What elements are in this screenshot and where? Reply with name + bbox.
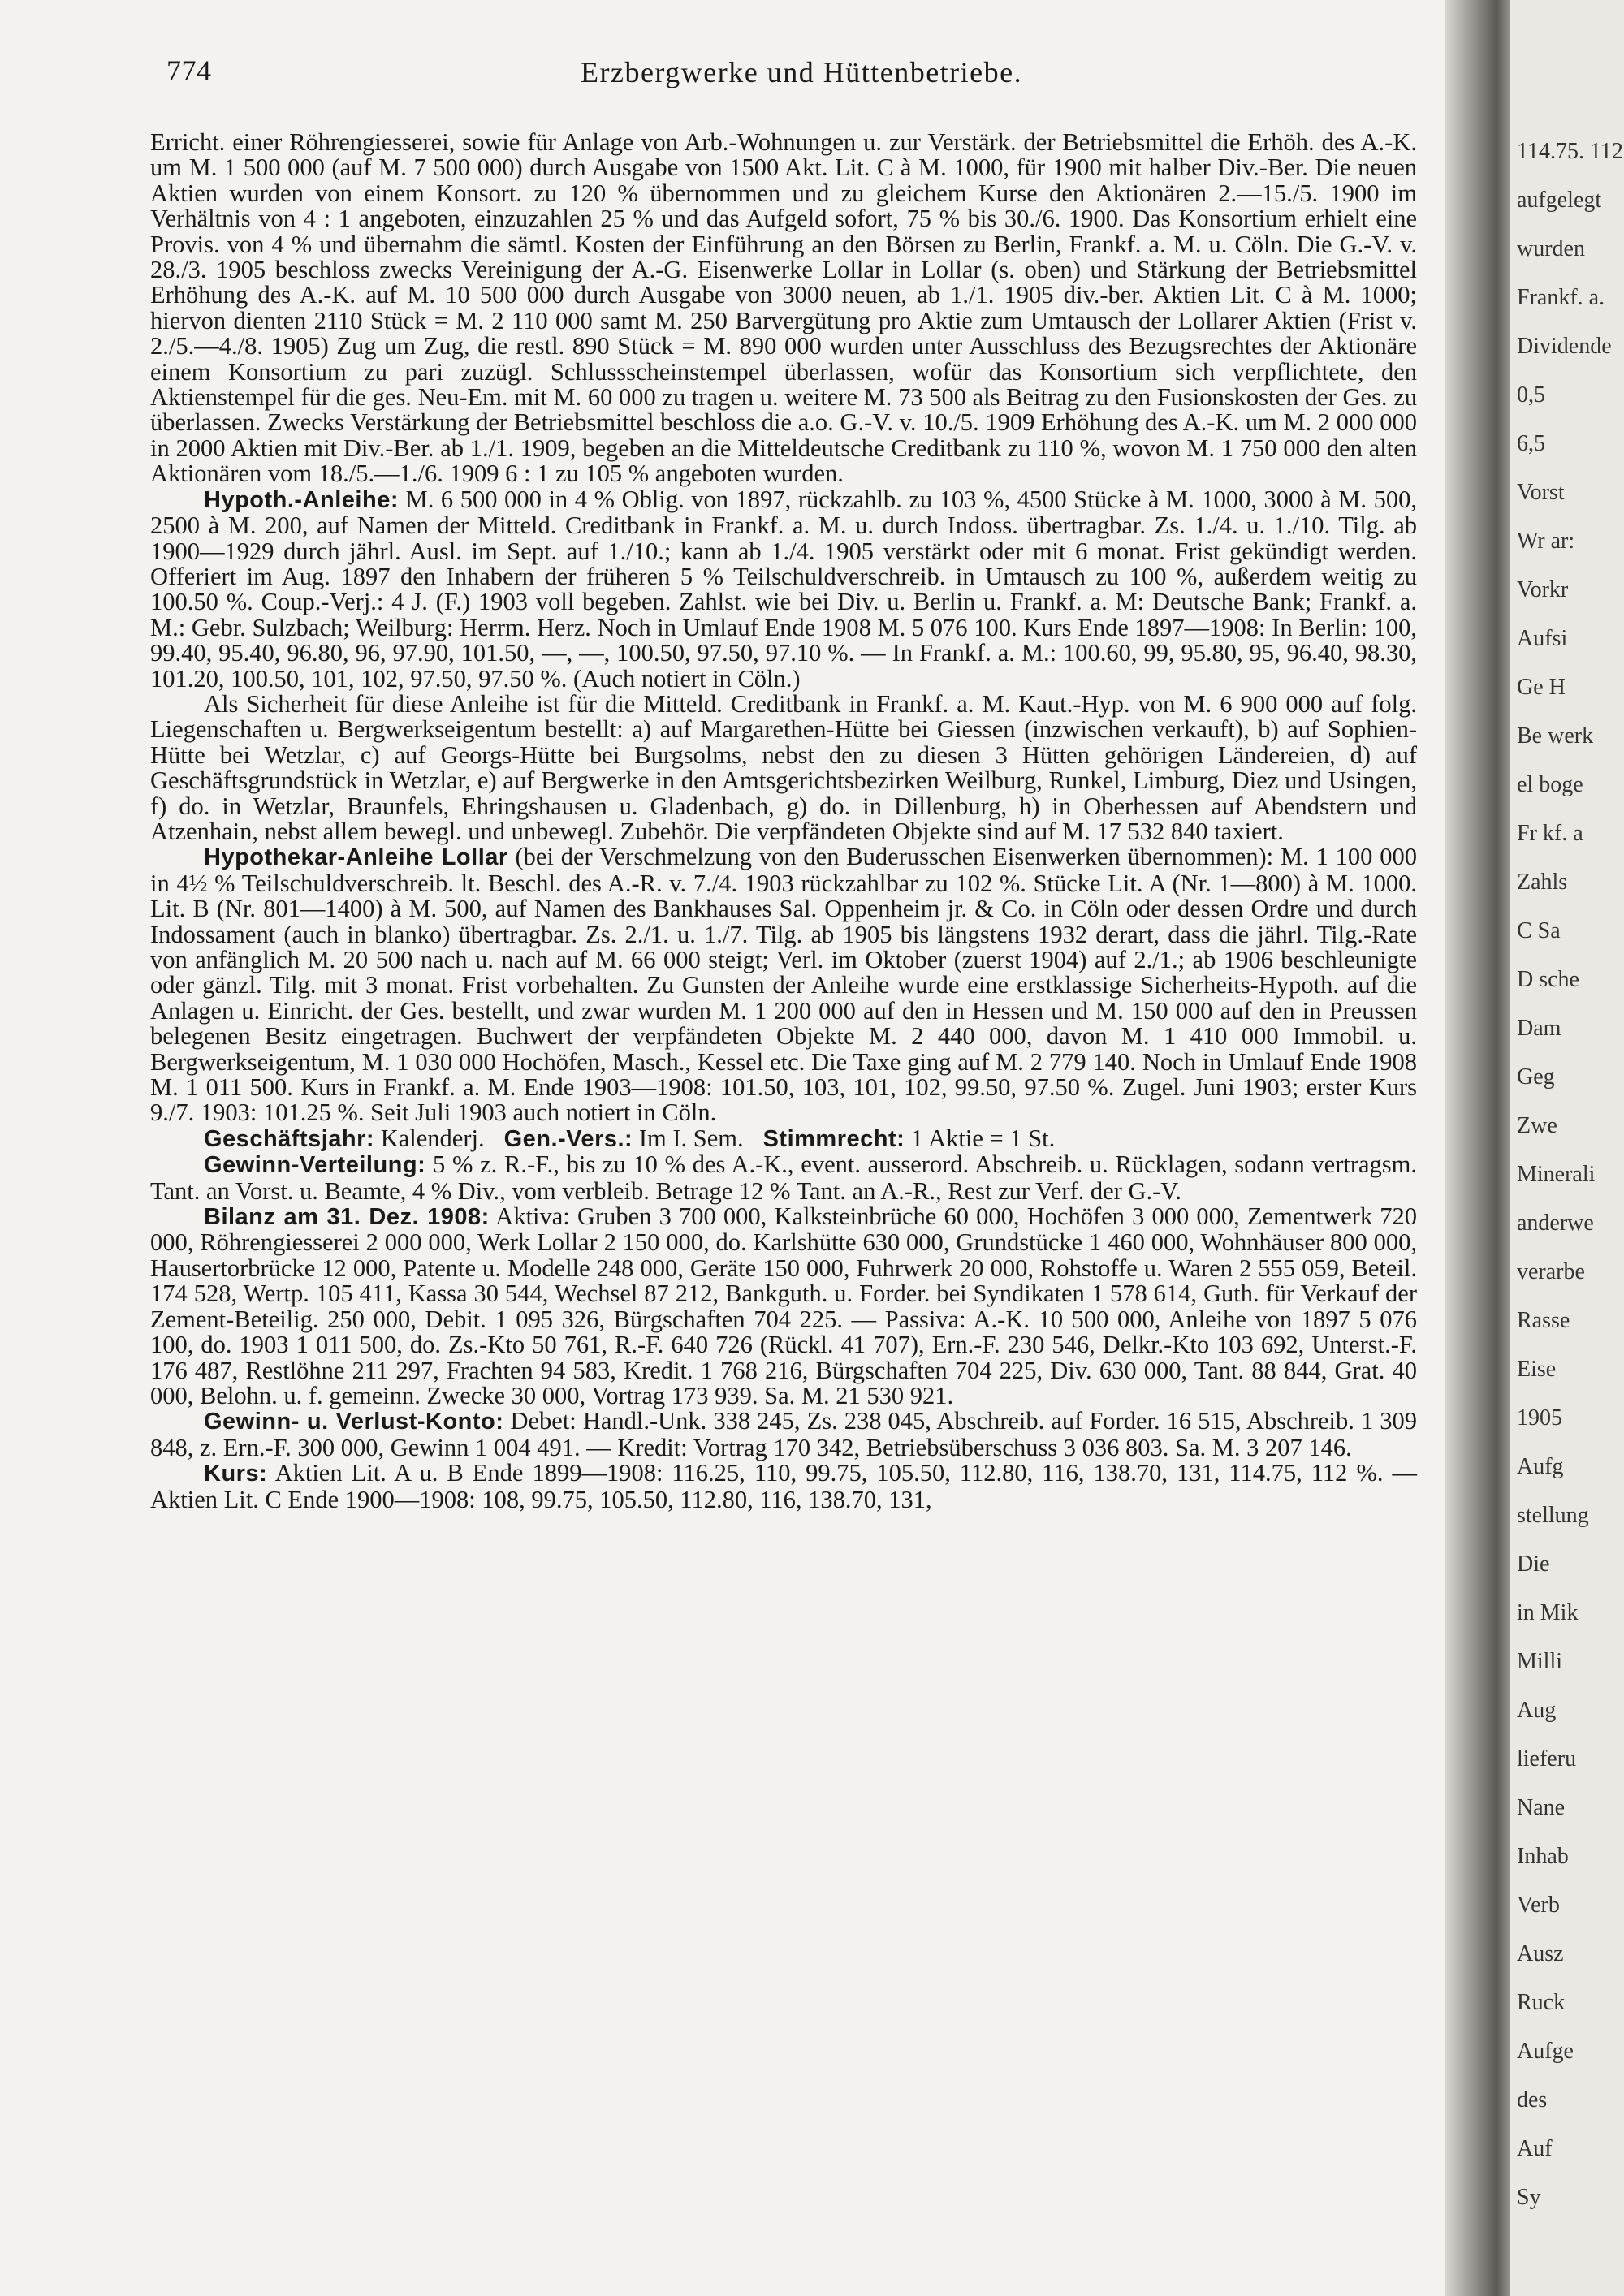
adjacent-page-fragment: Vorkr	[1517, 577, 1569, 602]
stimmrecht: Stimmrecht: 1 Aktie = 1 St.	[762, 1124, 1056, 1152]
adjacent-page-fragment: Ruck	[1517, 1990, 1566, 2015]
section-lead: Bilanz am 31. Dez. 1908:	[204, 1204, 490, 1231]
adjacent-page-fragment: wurden	[1517, 236, 1585, 261]
adjacent-page-fragment: Sy	[1517, 2185, 1541, 2210]
adjacent-page-fragment: Die	[1517, 1552, 1550, 1577]
adjacent-page-fragment: el boge	[1517, 772, 1583, 797]
adjacent-page-fragment: Dividende	[1517, 334, 1612, 359]
adjacent-page-fragment: Aufg	[1517, 1454, 1564, 1479]
adjacent-page-fragment: Inhab	[1517, 1844, 1569, 1869]
adjacent-page-fragment: Aug	[1517, 1698, 1557, 1723]
paragraph-gewinn-verteilung: Gewinn-Verteilung: 5 % z. R.-F., bis zu 10 % des A.-K., event. ausserord. Abschreib. u. Rücklagen, sodann vertragsm. Tant. an Vorst. u. Beamte, 4 % Div., vom verbleib. Betrage 12 % Tant. an A.-R., Rest zur Verf. der G.-V.	[150, 1150, 1418, 1205]
section-lead: Kurs:	[204, 1461, 268, 1487]
adjacent-page-fragment: D sche	[1517, 967, 1579, 992]
adjacent-page-fragment: Milli	[1517, 1649, 1563, 1674]
adjacent-page-fragment: Be werk	[1517, 723, 1594, 749]
page-number: 774	[166, 54, 212, 87]
adjacent-page-fragment: 6,5	[1517, 431, 1545, 456]
adjacent-page-fragment: 0,5	[1517, 382, 1545, 408]
paragraph-bilanz: Bilanz am 31. Dez. 1908: Aktiva: Gruben 3 700 000, Kalksteinbrüche 60 000, Hochöfen 3 000 000, Zementwerk 720 000, Röhrengiesserei 2 000 000, Werk Lollar 2 150 000, do. Karlshütte 630 000, Grundstücke 1 460 000, Wohnhäuser 800 000, Hausertorbrücke 12 000, Patente u. Modelle 248 000, Geräte 150 000, Fuhrwerk 20 000, Rohstoffe u. Waren 2 555 059, Beteil. 174 528, Wertp. 105 411, Kassa 30 544, Wechsel 87 212, Bankguth. u. Forder. bei Syndikaten 1 578 614, Guth. für Verkauf der Zement-Beteilig. 250 000, Debit. 1 095 326, Bürgschaften 704 225. — Passiva: A.-K. 10 500 000, Anleihe von 1897 5 076 100, do. 1903 1 011 500, do. Zs.-Kto 50 761, R.-F. 640 726 (Rückl. 41 707), Ern.-F. 230 546, Delkr.-Kto 103 692, Unterst.-F. 176 487, Restlöhne 211 297, Frachten 94 583, Kredit. 1 768 216, Bürgschaften 704 225, Div. 630 000, Tant. 88 844, Grat. 40 000, Belohn. u. f. gemeinn. Zwecke 30 000, Vortrag 173 939. Sa. M. 21 530 921.	[150, 1202, 1417, 1409]
geschaeftsjahr: Geschäftsjahr: Kalenderj.	[204, 1124, 485, 1152]
adjacent-page-fragment: Wr ar:	[1517, 529, 1575, 554]
adjacent-page-fragment: Zwe	[1517, 1113, 1557, 1138]
adjacent-page-fragment: Minerali	[1517, 1162, 1596, 1187]
adjacent-page-fragment: Aufsi	[1517, 626, 1568, 651]
meta-row	[150, 1126, 1417, 1152]
adjacent-page-fragment: Fr kf. a	[1517, 821, 1583, 846]
adjacent-page-fragment: lieferu	[1517, 1746, 1577, 1772]
adjacent-page-fragment: stellung	[1517, 1503, 1589, 1528]
book-gutter	[1445, 0, 1518, 2296]
page-body	[150, 130, 1417, 1513]
adjacent-page-fragment: 1905	[1517, 1405, 1562, 1431]
adjacent-page	[1510, 0, 1624, 2296]
adjacent-page-fragment: Dam	[1517, 1016, 1561, 1041]
adjacent-page-fragment: Ausz	[1517, 1941, 1564, 1966]
adjacent-page-fragment: Verb	[1517, 1892, 1560, 1918]
running-title: Erzbergwerke und Hüttenbetriebe.	[581, 56, 1023, 88]
adjacent-page-fragment: des	[1517, 2087, 1548, 2113]
adjacent-page-fragment: Eise	[1517, 1357, 1557, 1382]
paragraph-hypoth-anleihe: Hypoth.-Anleihe: M. 6 500 000 in 4 % Oblig. von 1897, rückzahlb. zu 103 %, 4500 Stücke à M. 1000, 3000 à M. 500, 2500 à M. 200, auf Namen der Mitteld. Creditbank in Frankf. a. M. u. durch Indoss. übertragbar. Zs. 1./4. u. 1./10. Tilg. ab 1900—1929 durch jährl. Ausl. im Sept. auf 1./10.; kann ab 1./4. 1905 verstärkt oder mit 6 monat. Frist gekündigt werden. Offeriert im Aug. 1897 den Inhabern der früheren 5 % Teilschuldverschreib. in Umtausch zu 100 %, außerdem weitig zu 100.50 %. Coup.-Verj.: 4 J. (F.) 1903 voll begeben. Zahlst. wie bei Div. u. Berlin u. Frankf. a. M: Deutsche Bank; Frankf. a. M.: Gebr. Sulzbach; Weilburg: Herrm. Herz. Noch in Umlauf Ende 1908 M. 5 076 100. Kurs Ende 1897—1908: In Berlin: 100, 99.40, 95.40, 96.80, 96, 97.90, 101.50, —, —, 100.50, 97.50, 97.10 %. — In Frankf. a. M.: 100.60, 99, 95.80, 95, 96.40, 98.30, 101.20, 100.50, 101, 102, 97.50, 97.50 %. (Auch notiert in Cöln.)	[150, 485, 1417, 693]
paragraph-capital-history: Erricht. einer Röhrengiesserei, sowie für Anlage von Arb.-Wohnungen u. zur Verstärk. der Betriebsmittel die Erhöh. des A.-K. um M. 1 500 000 (auf M. 7 500 000) durch Ausgabe von 1500 Akt. Lit. C à M. 1000, für 1900 mit halber Div.-Ber. Die neuen Aktien wurden von einem Konsort. zu 120 % übernommen und zu gleichem Kurse den Aktionären 2.—15./5. 1900 im Verhältnis von 4 : 1 angeboten, einzuzahlen 25 % und das Aufgeld sofort, 75 % bis 30./6. 1900. Das Konsortium erhielt eine Provis. von 4 % und übernahm die sämtl. Kosten der Einführung an den Börsen zu Berlin, Frankf. a. M. u. Cöln. Die G.-V. v. 28./3. 1905 beschloss zwecks Vereinigung der A.-G. Eisenwerke Lollar in Lollar (s. oben) und Stärkung der Betriebsmittel Erhöhung des A.-K. auf M. 10 500 000 durch Ausgabe von 3000 neuen, ab 1./1. 1905 div.-ber. Aktien Lit. C à M. 1000; hiervon dienten 2110 Stück = M. 2 110 000 samt M. 250 Barvergütung pro Aktie zum Umtausch der Lollarer Aktien (Frist v. 2./5.—4./8. 1905) Zug um Zug, die restl. 890 Stück = M. 890 000 wurden unter Ausschluss des Bezugsrechtes der Aktionäre einem Konsortium zu pari zuzügl. Schlussscheinstempel überlassen, wofür das Konsortium sich verpflichtete, den Aktienstempel für die ges. Neu-Em. mit M. 60 000 zu tragen u. weitere M. 73 500 als Beitrag zu den Fusionskosten der Ges. zu überlassen. Zwecks Verstärkung der Betriebsmittel beschloss die a.o. G.-V. v. 10./5. 1909 Erhöhung des A.-K. um M. 2 000 000 in 2000 Aktien mit Div.-Ber. ab 1./1. 1909, begeben an die Mitteldeutsche Creditbank zu 110 %, wovon M. 1 750 000 den alten Aktionären vom 18./5.—1./6. 1909 6 : 1 zu 105 % angeboten wurden.	[150, 128, 1417, 488]
general-versammlung: Gen.-Vers.: Im I. Sem.	[503, 1124, 744, 1152]
adjacent-page-fragment: aufgelegt	[1517, 188, 1602, 213]
paragraph-hypothekar-anleihe-lollar: Hypothekar-Anleihe Lollar (bei der Verschmelzung von den Buderusschen Eisenwerken übernommen): M. 1 100 000 in 4½ % Teilschuldverschreib. lt. Beschl. des A.-R. v. 7./4. 1903 rückzahlbar zu 102 %. Stücke Lit. A (Nr. 1—800) à M. 1000. Lit. B (Nr. 801—1400) à M. 500, auf Namen des Bankhauses Sal. Oppenheim jr. & Co. in Cöln oder dessen Ordre und durch Indossament (auch in blanko) übertragbar. Zs. 2./1. u. 1./7. Tilg. ab 1905 bis längstens 1932 derart, dass die jährl. Tilg.-Rate von anfänglich M. 20 500 nach u. nach auf M. 66 000 steigt; Verl. im Oktober (zuerst 1904) auf 2./1.; ab 1906 beschleunigte oder gänzl. Tilg. mit 3 monat. Frist vorbehalten. Zu Gunsten der Anleihe wurde eine erstklassige Sicherheits-Hypoth. auf die Anlagen u. Einricht. der Ges. bestellt, und zwar wurden M. 1 200 000 auf den in Hessen und M. 150 000 auf den in Preussen belegenen Besitz eingetragen. Buchwert der verpfändeten Objekte M. 2 440 000, davon M. 1 410 000 Immobil. u. Bergwerkseigentum, M. 1 030 000 Hochöfen, Masch., Kessel etc. Die Taxe ging auf M. 2 779 140. Noch in Umlauf Ende 1908 M. 1 011 500. Kurs in Frankf. a. M. Ende 1903—1908: 101.50, 103, 101, 102, 99.50, 97.50 %. Zugel. Juni 1903; erster Kurs 9./7. 1903: 101.25 %. Seit Juli 1903 auch notiert in Cöln.	[150, 843, 1417, 1127]
adjacent-page-fragment: 114.75. 112	[1517, 139, 1623, 164]
adjacent-page-fragment: Nane	[1517, 1795, 1566, 1820]
paragraph-kurs: Kurs: Aktien Lit. A u. B Ende 1899—1908: 116.25, 110, 99.75, 105.50, 112.80, 116, 138.70, 131, 114.75, 112 %. — Aktien Lit. C Ende 1900—1908: 108, 99.75, 105.50, 112.80, 116, 138.70, 131,	[150, 1459, 1417, 1513]
adjacent-page-fragment: C Sa	[1517, 918, 1561, 943]
adjacent-page-fragment: in Mik	[1517, 1600, 1579, 1625]
section-lead: Gewinn- u. Verlust-Konto:	[204, 1409, 504, 1435]
adjacent-page-fragment: Zahls	[1517, 870, 1568, 895]
adjacent-page-fragment: Geg	[1517, 1064, 1555, 1090]
paragraph-sicherheit: Als Sicherheit für diese Anleihe ist für die Mitteld. Creditbank in Frankf. a. M. Kaut.-Hyp. von M. 6 900 000 auf folg. Liegenschaften u. Bergwerkseigentum bestellt: a) auf Margarethen-Hütte bei Giessen (inzwischen verkauft), b) auf Sophien-Hütte bei Wetzlar, c) auf Georgs-Hütte bei Burgsolms, nebst den zu diesen 3 Hütten gehörigen Ländereien, d) auf Geschäftsgrundstück in Wetzlar, e) auf Bergwerke in den Amtsgerichtsbezirken Weilburg, Runkel, Limburg, Diez und Usingen, f) do. in Wetzlar, Braunfels, Ehringshausen u. Gladenbach, g) do. in Dillenburg, h) in Oberhessen auf Abendstern und Atzenhain, nebst allem bewegl. und unbewegl. Zubehör. Die verpfändeten Objekte sind auf M. 17 532 840 taxiert.	[150, 689, 1417, 845]
page-header	[150, 49, 1405, 97]
section-lead: Hypoth.-Anleihe:	[204, 486, 399, 513]
section-lead: Gewinn-Verteilung:	[204, 1152, 426, 1179]
adjacent-page-fragment: anderwe	[1517, 1211, 1594, 1236]
adjacent-page-fragment: Aufge	[1517, 2039, 1574, 2064]
adjacent-page-fragment: Frankf. a.	[1517, 285, 1605, 310]
section-lead: Hypothekar-Anleihe Lollar	[204, 844, 508, 871]
adjacent-page-fragment: verarbe	[1517, 1259, 1585, 1284]
adjacent-page-fragment: Ge H	[1517, 675, 1566, 700]
adjacent-page-fragment: Auf	[1517, 2136, 1553, 2161]
adjacent-page-fragment: Rasse	[1517, 1308, 1570, 1333]
paragraph-gewinn-verlust-konto: Gewinn- u. Verlust-Konto: Debet: Handl.-Unk. 338 245, Zs. 238 045, Abschreib. auf Forder. 16 515, Abschreib. 1 309 848, z. Ern.-F. 300 000, Gewinn 1 004 491. — Kredit: Vortrag 170 342, Betriebsüberschuss 3 036 803. Sa. M. 3 207 146.	[150, 1407, 1418, 1461]
adjacent-page-fragment: Vorst	[1517, 480, 1565, 505]
